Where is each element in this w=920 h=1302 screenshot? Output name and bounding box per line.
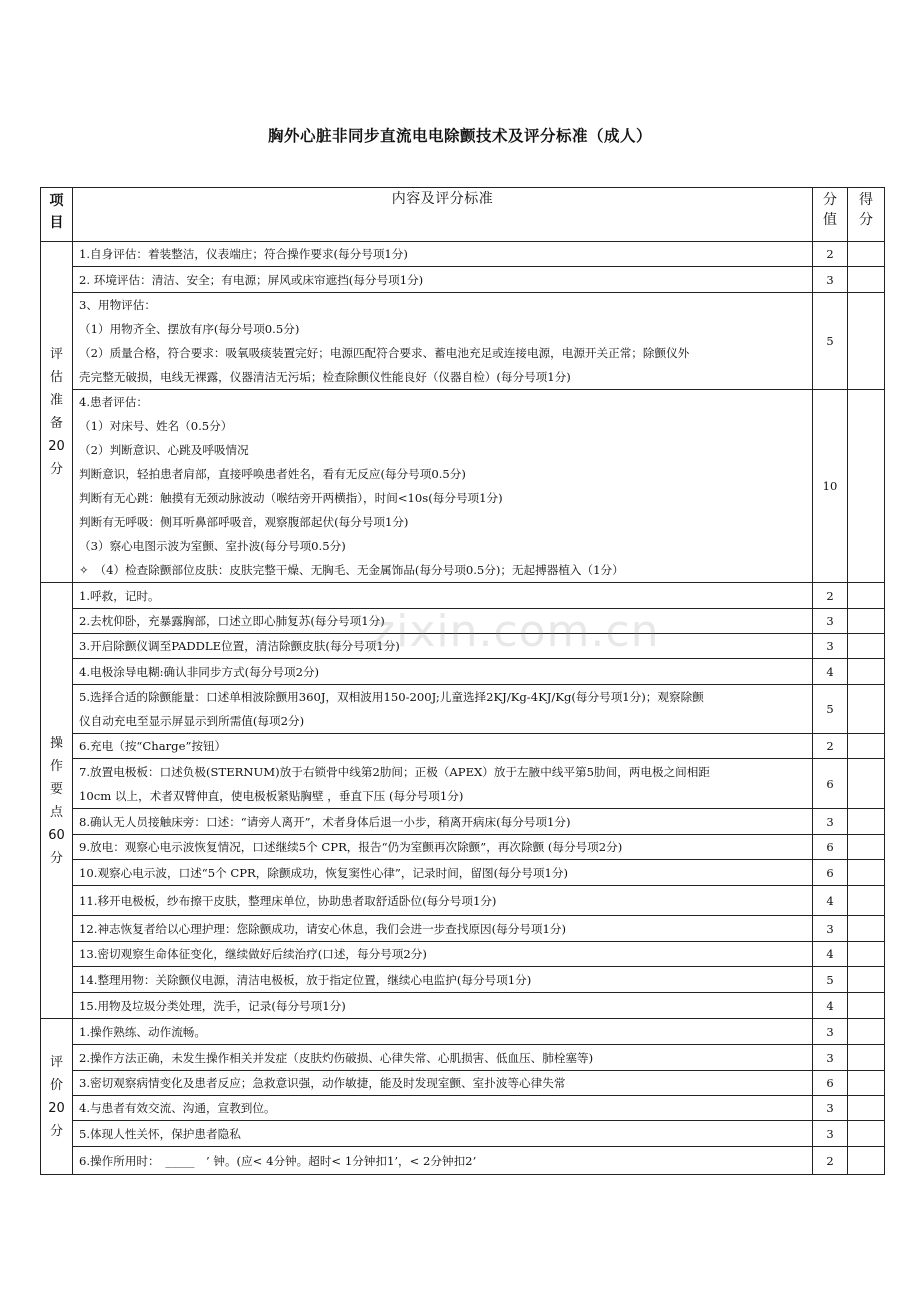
watermark: zixin.com.cn (372, 606, 660, 657)
section-label-char: 准 (49, 393, 63, 408)
earned-score-cell[interactable] (848, 1096, 885, 1121)
earned-score-cell[interactable] (848, 1019, 885, 1045)
section-label-char: 分 (49, 850, 63, 866)
criterion-line: 3.开启除颤仪调至PADDLE位置，清洁除颤皮肤(每分号项1分) (79, 639, 400, 653)
table-row (41, 1121, 885, 1147)
criterion-text (73, 759, 813, 809)
criterion-text (73, 809, 813, 835)
criterion-line: （3）察心电图示波为室颤、室扑波(每分号项0.5分) (79, 539, 346, 553)
earned-score-cell[interactable] (848, 967, 885, 993)
section-label-char: 操 (49, 735, 63, 751)
score-value: 2 (813, 242, 848, 267)
criterion-text (73, 1019, 813, 1045)
score-value: 4 (813, 886, 848, 916)
earned-score-cell[interactable] (848, 1121, 885, 1147)
earned-score-cell[interactable] (848, 759, 885, 809)
table-row (41, 390, 885, 583)
score-value: 4 (813, 993, 848, 1019)
scoring-table (40, 187, 885, 1175)
score-value: 2 (813, 734, 848, 759)
criterion-text (73, 993, 813, 1019)
criterion-text (73, 860, 813, 886)
criterion-text (73, 967, 813, 993)
score-value: 6 (813, 835, 848, 860)
criterion-line: （2）判断意识、心跳及呼吸情况 (79, 443, 249, 457)
score-value: 2 (813, 1147, 848, 1175)
criterion-line: 11.移开电极板，纱布擦干皮肤，整理床单位，协助患者取舒适卧位(每分号项1分) (79, 893, 497, 908)
criterion-text (73, 1147, 813, 1175)
table-row (41, 942, 885, 967)
section-label-char: 分 (49, 462, 63, 477)
table-row (41, 916, 885, 942)
header-item-char: 目 (49, 215, 64, 231)
criterion-line: 12.神志恢复者给以心理护理：您除颤成功，请安心休息，我们会进一步查找原因(每分号项1分) (79, 921, 567, 936)
criterion-line: 3、用物评估： (79, 298, 156, 312)
criterion-text (73, 942, 813, 967)
criterion-text (73, 390, 813, 583)
score-value: 4 (813, 659, 848, 685)
score-value: 6 (813, 1071, 848, 1096)
earned-score-cell[interactable] (848, 659, 885, 685)
criterion-line: 1.呼救，记时。 (79, 588, 160, 603)
criterion-line: 9.放电：观察心电示波恢复情况，口述继续5个 CPR，报告“仍为室颤再次除颤”，再次除颤 (每分号项2分) (79, 840, 623, 854)
earned-score-cell[interactable] (848, 835, 885, 860)
earned-score-cell[interactable] (848, 634, 885, 659)
table-row (41, 967, 885, 993)
criterion-text (73, 293, 813, 390)
criterion-text (73, 685, 813, 734)
table-row (41, 634, 885, 659)
section-label (41, 1019, 73, 1175)
table-row (41, 759, 885, 809)
score-value: 3 (813, 634, 848, 659)
header-item-char: 项 (49, 193, 64, 209)
table-row (41, 267, 885, 293)
criterion-text (73, 835, 813, 860)
criterion-line: 10cm 以上，术者双臂伸直，使电极板紧贴胸壁 ，垂直下压 (每分号项1分) (79, 788, 464, 803)
criterion-line: 5.体现人性关怀，保护患者隐私 (79, 1126, 241, 1141)
criterion-line: 5.选择合适的除颤能量：口述单相波除颤用360J，双相波用150-200J;儿童选择2KJ/Kg-4KJ/Kg(每分号项1分)；观察除颤 (79, 690, 704, 704)
criterion-line: 15.用物及垃圾分类处理，洗手，记录(每分号项1分) (79, 998, 346, 1013)
header-got-char: 分 (859, 212, 873, 228)
section-label-char: 20 (48, 1100, 65, 1116)
table-row (41, 809, 885, 835)
table-row (41, 734, 885, 759)
table-row (41, 1071, 885, 1096)
table-row (41, 1096, 885, 1121)
criterion-line: （1）用物齐全、摆放有序(每分号项0.5分) (79, 322, 300, 336)
section-label-char: 评 (49, 1054, 63, 1070)
score-value: 2 (813, 583, 848, 609)
section-label (41, 242, 73, 583)
score-value: 5 (813, 685, 848, 734)
criterion-text (73, 1071, 813, 1096)
score-value: 10 (813, 390, 848, 583)
earned-score-cell[interactable] (848, 809, 885, 835)
header-score-char: 值 (823, 212, 837, 228)
criterion-text (73, 1045, 813, 1071)
criterion-text (73, 583, 813, 609)
earned-score-cell[interactable] (848, 993, 885, 1019)
header-score-char: 分 (823, 192, 837, 208)
section-label-char: 20 (48, 439, 65, 454)
earned-score-cell[interactable] (848, 293, 885, 390)
earned-score-cell[interactable] (848, 886, 885, 916)
criterion-line: 4.与患者有效交流、沟通，宣教到位。 (79, 1101, 276, 1115)
criterion-line: 7.放置电极板：口述负极(STERNUM)放于右锁骨中线第2肋间；正极（APEX）放于左腋中线平第5肋间，两电极之间相距 (79, 764, 710, 779)
earned-score-cell[interactable] (848, 390, 885, 583)
table-row (41, 993, 885, 1019)
score-value: 3 (813, 1121, 848, 1147)
table-row (41, 1019, 885, 1045)
score-value: 3 (813, 809, 848, 835)
criterion-text (73, 609, 813, 634)
section-label-char: 点 (49, 804, 63, 820)
section-label-char: 备 (49, 416, 63, 431)
criterion-line: 6.充电（按“Charge”按钮） (79, 739, 227, 753)
header-score (813, 188, 848, 242)
earned-score-cell[interactable] (848, 1071, 885, 1096)
score-value: 5 (813, 293, 848, 390)
earned-score-cell[interactable] (848, 1045, 885, 1071)
table-row (41, 860, 885, 886)
criterion-line: 6.操作所用时： _____ ’ 钟。(应< 4分钟。超时< 1分钟扣1’，< 2分钟扣2’ (79, 1153, 477, 1168)
criterion-line: 2. 环境评估：清洁、安全；有电源；屏风或床帘遮挡(每分号项1分) (79, 272, 424, 287)
score-value: 5 (813, 967, 848, 993)
table-row (41, 583, 885, 609)
earned-score-cell[interactable] (848, 916, 885, 942)
criterion-line: 8.确认无人员接触床旁：口述：“请旁人离开”，术者身体后退一小步，稍离开病床(每分号项1分) (79, 814, 571, 829)
table-row (41, 1147, 885, 1175)
header-item (41, 188, 73, 242)
earned-score-cell[interactable] (848, 942, 885, 967)
criterion-text (73, 916, 813, 942)
earned-score-cell[interactable] (848, 583, 885, 609)
criterion-line: 13.密切观察生命体征变化，继续做好后续治疗(口述，每分号项2分) (79, 947, 427, 961)
earned-score-cell[interactable] (848, 267, 885, 293)
criterion-text (73, 886, 813, 916)
table-row (41, 609, 885, 634)
criterion-line: 2.操作方法正确，未发生操作相关并发症（皮肤灼伤破损、心律失常、心肌损害、低血压、肺栓塞等) (79, 1050, 594, 1065)
criterion-text (73, 1096, 813, 1121)
table-row (41, 886, 885, 916)
header-content: 内容及评分标准 (73, 188, 813, 242)
criterion-line: 10.观察心电示波，口述“5个 CPR，除颤成功，恢复窦性心律”，记录时间，留图(每分号项1分) (79, 865, 568, 880)
criterion-line: 判断有无心跳：触摸有无颈动脉波动（喉结旁开两横指），时间<10s(每分号项1分) (79, 491, 503, 505)
earned-score-cell[interactable] (848, 609, 885, 634)
section-label-char: 要 (49, 781, 63, 797)
score-value: 3 (813, 1019, 848, 1045)
criterion-line: 判断意识，轻拍患者肩部，直接呼唤患者姓名，看有无反应(每分号项0.5分) (79, 467, 466, 481)
section-label-char: 分 (49, 1123, 63, 1139)
score-value: 3 (813, 1045, 848, 1071)
criterion-line: （1）对床号、姓名（0.5分） (79, 419, 233, 433)
criterion-line: 1.操作熟练、动作流畅。 (79, 1024, 206, 1039)
table-row (41, 659, 885, 685)
earned-score-cell[interactable] (848, 685, 885, 734)
score-value: 4 (813, 942, 848, 967)
section-label (41, 583, 73, 1019)
earned-score-cell[interactable] (848, 860, 885, 886)
criterion-line: 3.密切观察病情变化及患者反应；急救意识强，动作敏捷，能及时发现室颤、室扑波等心律失常 (79, 1076, 566, 1090)
criterion-text (73, 659, 813, 685)
score-value: 6 (813, 759, 848, 809)
criterion-line: （2）质量合格，符合要求：吸氧吸痰装置完好；电源匹配符合要求、蓄电池充足或连接电源，电源开关正常；除颤仪外 (79, 346, 690, 360)
section-label-char: 作 (49, 758, 63, 774)
score-value: 3 (813, 609, 848, 634)
section-label-char: 价 (49, 1077, 63, 1093)
score-value: 6 (813, 860, 848, 886)
header-got (848, 188, 885, 242)
table-row (41, 242, 885, 267)
criterion-text (73, 267, 813, 293)
section-label-char: 估 (49, 370, 63, 385)
criterion-line: 4.患者评估： (79, 395, 149, 409)
criterion-text (73, 242, 813, 267)
criterion-text (73, 1121, 813, 1147)
section-label-char: 60 (48, 827, 65, 843)
criterion-text (73, 734, 813, 759)
score-value: 3 (813, 267, 848, 293)
table-row (41, 685, 885, 734)
table-row (41, 835, 885, 860)
criterion-line: 2.去枕仰卧，充暴露胸部，口述立即心肺复苏(每分号项1分) (79, 614, 385, 628)
earned-score-cell[interactable] (848, 1147, 885, 1175)
earned-score-cell[interactable] (848, 242, 885, 267)
criterion-line: 壳完整无破损，电线无裸露，仪器清洁无污垢；检查除颤仪性能良好（仪器自检）(每分号项1分) (79, 370, 571, 384)
criterion-line: ✧ （4）检查除颤部位皮肤：皮肤完整干燥、无胸毛、无金属饰品(每分号项0.5分)；无起搏器植入（1分） (79, 563, 624, 577)
earned-score-cell[interactable] (848, 734, 885, 759)
criterion-line: 仪自动充电至显示屏显示到所需值(每项2分) (79, 714, 305, 728)
table-row (41, 1045, 885, 1071)
criterion-line: 14.整理用物：关除颤仪电源，清洁电极板，放于指定位置，继续心电监护(每分号项1分) (79, 972, 532, 987)
criterion-line: 4.电极涂导电糊:确认非同步方式(每分号项2分) (79, 664, 320, 679)
table-row (41, 293, 885, 390)
criterion-line: 判断有无呼吸：侧耳听鼻部呼吸音，观察腹部起伏(每分号项1分) (79, 515, 409, 529)
criterion-text (73, 634, 813, 659)
criterion-line: 1.自身评估：着装整洁，仪表端庄；符合操作要求(每分号项1分) (79, 247, 408, 261)
header-got-char: 得 (859, 192, 873, 208)
score-value: 3 (813, 1096, 848, 1121)
score-value: 3 (813, 916, 848, 942)
page-title: 胸外心脏非同步直流电电除颤技术及评分标准（成人） (267, 127, 652, 145)
table-header-row (41, 188, 885, 242)
section-label-char: 评 (49, 347, 63, 362)
